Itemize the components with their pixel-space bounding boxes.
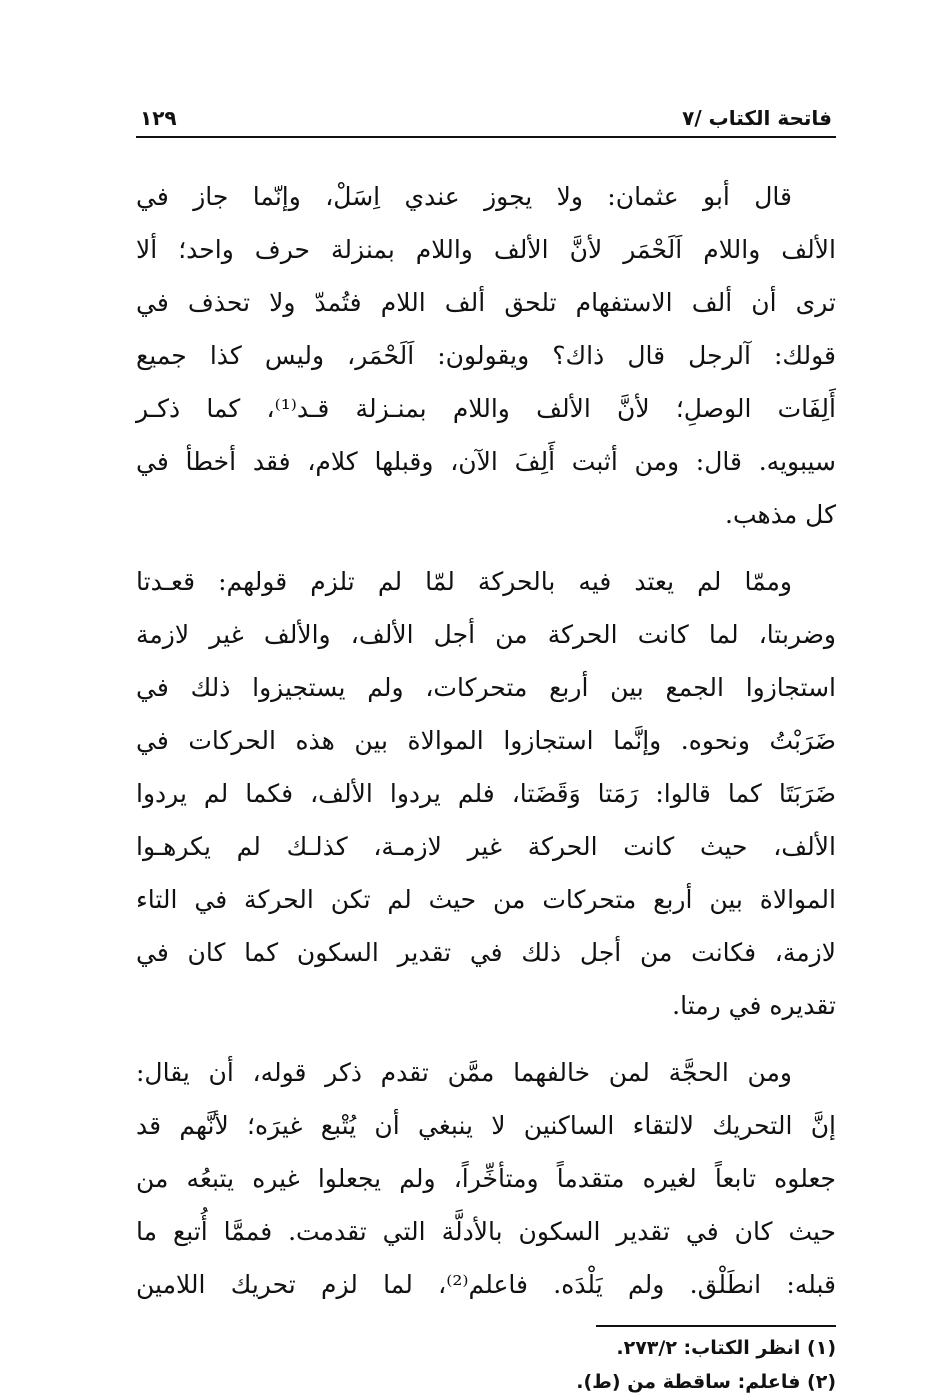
footnote-separator <box>596 1325 836 1327</box>
page-number: ١٢٩ <box>140 106 177 130</box>
text-line: وممّا لم يعتد فيه بالحركة لمّا لم تلزم قولهم: قعـدتا <box>136 567 792 596</box>
text-line: ومن الحجَّة لمن خالفهما ممَّن تقدم ذكر قوله، أن يقال: <box>136 1058 792 1087</box>
text-line: حيث كان في تقدير السكون بالأدلَّة التي تقدمت. فممَّا أُتبع ما <box>136 1217 836 1246</box>
text-line: ضَرَبْتُ ونحوه. وإنَّما استجازوا الموالاة بين هذه الحركات في <box>136 726 836 755</box>
text-line: الألف واللام اَلَحْمَر لأنَّ الألف واللام بمنزلة حرف واحد؛ ألا <box>136 235 836 264</box>
book-page <box>136 100 836 1399</box>
running-title: فاتحة الكتاب /٧ <box>682 106 832 130</box>
text-line: لازمة، فكانت من أجل ذلك في تقدير السكون كما كان في <box>136 938 836 967</box>
paragraph-3 <box>136 1046 836 1311</box>
footnotes <box>136 1331 836 1399</box>
text-line: الموالاة بين أربع متحركات من حيث لم تكن الحركة في التاء <box>136 885 836 914</box>
text-line: أَلِفَات الوصلِ؛ لأنَّ الألف واللام بمنـزلة قـد⁽¹⁾، كما ذكـر <box>136 394 836 423</box>
text-line: قولك: آلرجل قال ذاك؟ ويقولون: اَلَحْمَر، وليس كذا جميع <box>136 341 836 370</box>
text-line: إنَّ التحريك لالتقاء الساكنين لا ينبغي أن يُتْبع غيرَه؛ لأنَّهم قد <box>136 1111 836 1140</box>
text-line: استجازوا الجمع بين أربع متحركات، ولم يستجيزوا ذلك في <box>136 673 836 702</box>
text-line: ترى أن ألف الاستفهام تلحق ألف اللام فتُمدّ ولا تحذف في <box>136 288 836 317</box>
footnote-2: (٢) فاعلم: ساقطة من (ط). <box>576 1371 836 1393</box>
text-line: وضربتا، لما كانت الحركة من أجل الألف، والألف غير لازمة <box>136 620 836 649</box>
page-header <box>136 100 836 138</box>
text-line: سيبويه. قال: ومن أثبت أَلِفَ الآن، وقبلها كلام، فقد أخطأ في <box>136 447 836 476</box>
text-line: قبله: انطَلْق. ولم يَلْدَه. فاعلم⁽²⁾، لما لزم تحريك اللامين <box>136 1270 837 1299</box>
text-line: الألف، حيث كانت الحركة غير لازمـة، كذلـك لم يكرهـوا <box>136 832 836 861</box>
text-line: كل مذهب. <box>725 500 836 529</box>
text-line: ضَرَبَتَا كما قالوا: رَمَتا وَقَضَتا، فلم يردوا الألف، فكما لم يردوا <box>136 779 836 808</box>
text-line: تقديره في رمتا. <box>672 991 836 1020</box>
body-text <box>136 170 836 1311</box>
text-line: جعلوه تابعاً لغيره متقدماً ومتأخِّراً، ولم يجعلوا غيره يتبعُه من <box>136 1164 836 1193</box>
paragraph-2 <box>136 555 836 1032</box>
paragraph-1 <box>136 170 836 541</box>
text-line: قال أبو عثمان: ولا يجوز عندي اِسَلْ، وإنّما جاز في <box>136 182 792 211</box>
footnote-1: (١) انظر الكتاب: ٢٧٣/٢. <box>616 1337 836 1359</box>
